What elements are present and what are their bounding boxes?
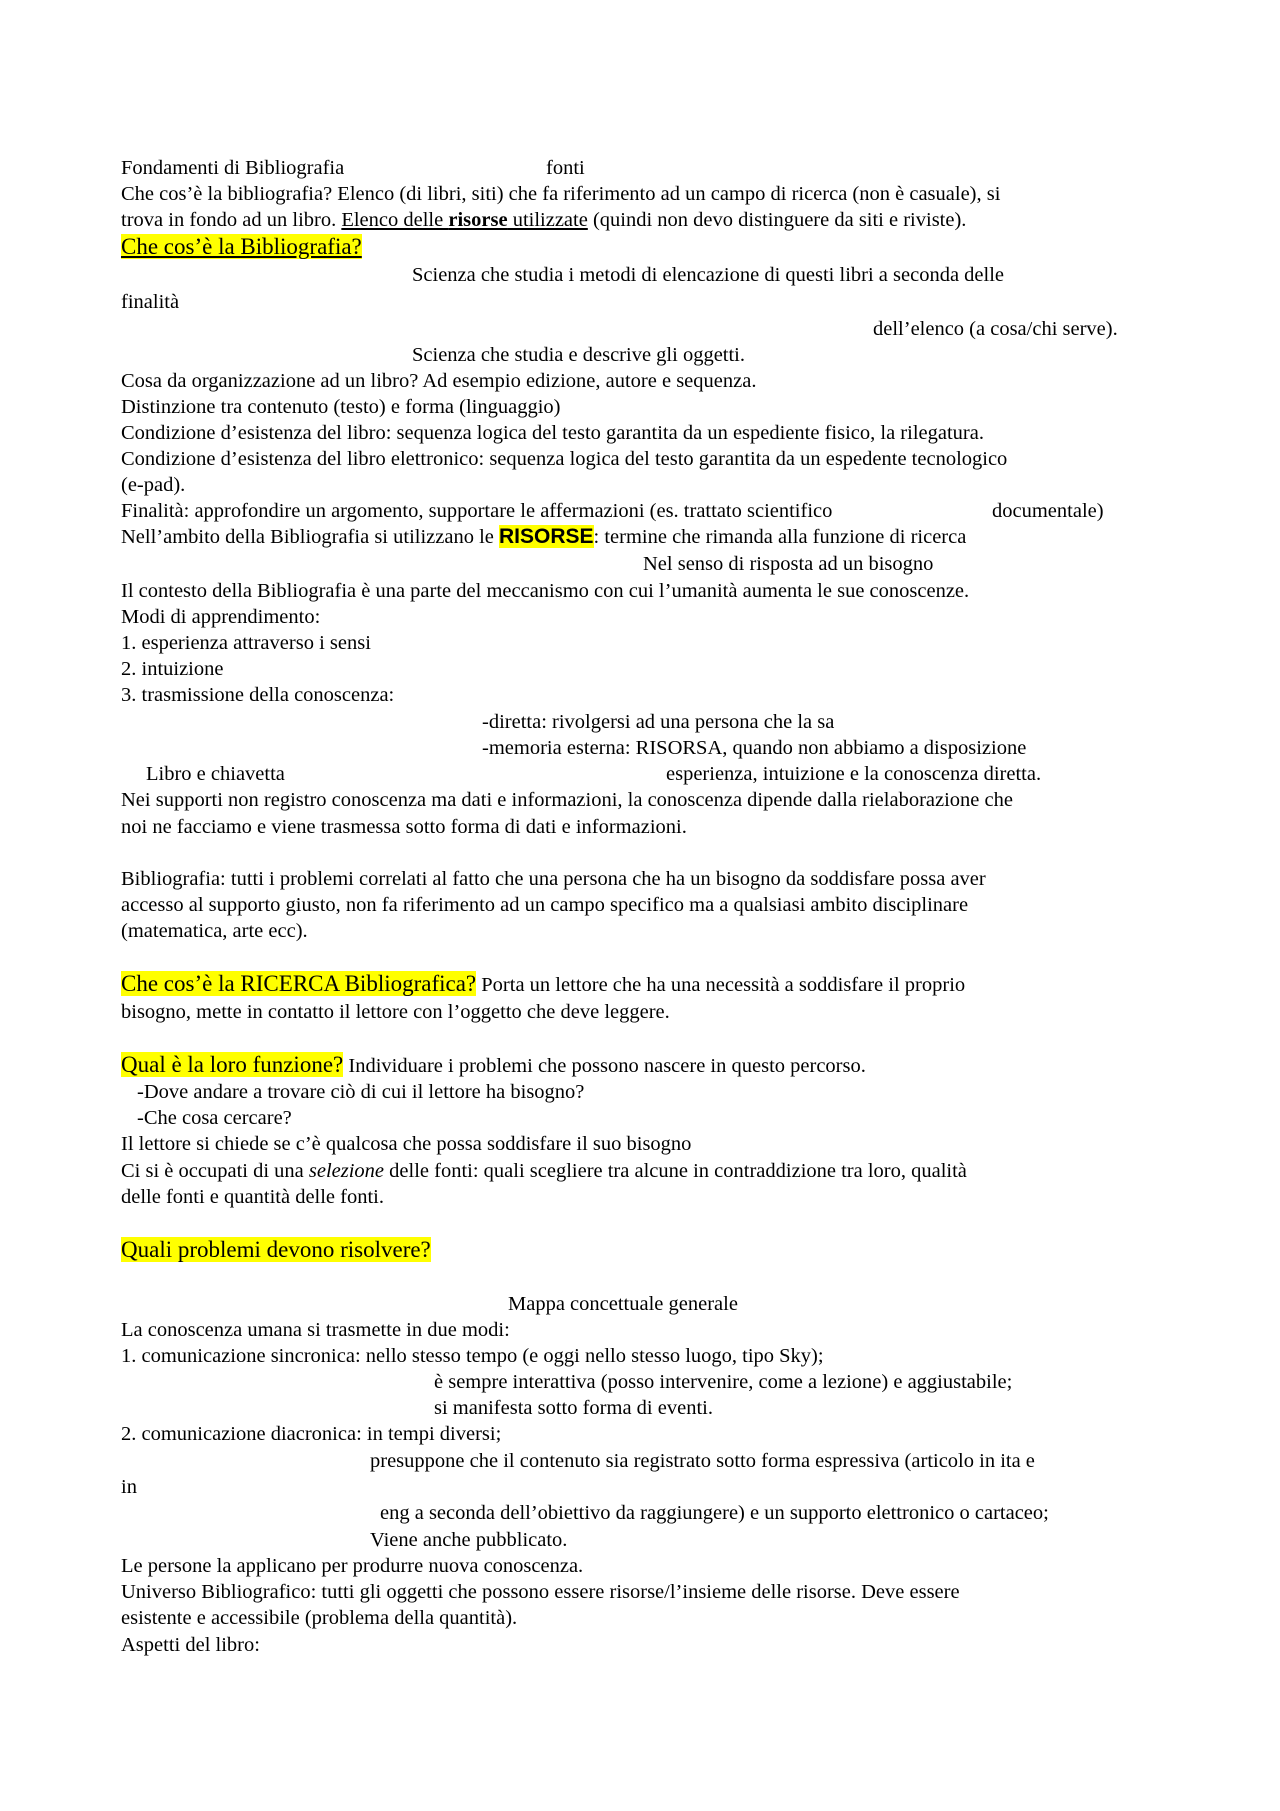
paragraph-line: noi ne facciamo e viene trasmessa sotto forma di dati e informazioni. xyxy=(121,816,687,838)
paragraph-line: La conoscenza umana si trasmette in due modi: xyxy=(121,1319,510,1341)
sub-item: è sempre interattiva (posso intervenire, come a lezione) e aggiustabile; xyxy=(434,1371,1013,1393)
paragraph-line: Nei supporti non registro conoscenza ma dati e informazioni, la conoscenza dipende dalla rielaborazione che xyxy=(121,789,1013,811)
paragraph-line: Cosa da organizzazione ad un libro? Ad esempio edizione, autore e sequenza. xyxy=(121,370,757,392)
paragraph-line: Finalità: approfondire un argomento, supportare le affermazioni (es. trattato scientifico xyxy=(121,500,833,522)
definition-line: Scienza che studia i metodi di elencazione di questi libri a seconda delle xyxy=(412,264,1005,286)
paragraph-line: Il contesto della Bibliografia è una parte del meccanismo con cui l’umanità aumenta le sue conoscenze. xyxy=(121,580,970,602)
list-item: 1. comunicazione sincronica: nello stesso tempo (e oggi nello stesso luogo, tipo Sky); xyxy=(121,1345,824,1367)
doc-title-right: fonti xyxy=(546,157,585,179)
side-note: Libro e chiavetta xyxy=(146,763,285,785)
sub-item: esperienza, intuizione e la conoscenza diretta. xyxy=(666,763,1042,785)
paragraph-line: Universo Bibliografico: tutti gli oggetti che possono essere risorse/l’insieme delle risorse. Deve essere xyxy=(121,1581,960,1603)
bold-word: risorse xyxy=(448,209,508,231)
definition-line: finalità xyxy=(121,291,180,313)
paragraph-line: Le persone la applicano per produrre nuova conoscenza. xyxy=(121,1555,584,1577)
text-span: trova in fondo ad un libro. xyxy=(121,209,342,231)
paragraph-line: (matematica, arte ecc). xyxy=(121,920,308,942)
heading-highlight: Quali problemi devono risolvere? xyxy=(121,1237,431,1262)
sub-item: si manifesta sotto forma di eventi. xyxy=(434,1397,713,1419)
definition-line: Scienza che studia e descrive gli oggetti. xyxy=(412,344,746,366)
doc-title: Fondamenti di Bibliografia xyxy=(121,157,345,179)
paragraph-line: esistente e accessibile (problema della quantità). xyxy=(121,1607,518,1629)
paragraph-line: Bibliografia: tutti i problemi correlati al fatto che una persona che ha un bisogno da soddisfare possa aver xyxy=(121,868,986,890)
question-item: -Che cosa cercare? xyxy=(137,1107,292,1129)
list-item: 1. esperienza attraverso i sensi xyxy=(121,632,371,654)
underlined-phrase: Elenco delle risorse utilizzate xyxy=(341,209,588,231)
definition-line: dell’elenco (a cosa/chi serve). xyxy=(873,318,1118,340)
text-span: (quindi non devo distinguere da siti e riviste). xyxy=(587,209,967,231)
paragraph-line: Nel senso di risposta ad un bisogno xyxy=(643,553,934,575)
list-item: 2. comunicazione diacronica: in tempi diversi; xyxy=(121,1423,502,1445)
list-item: 2. intuizione xyxy=(121,658,224,680)
paragraph-line: Nell’ambito della Bibliografia si utilizzano le RISORSE: termine che rimanda alla funzione di ricerca xyxy=(121,525,967,548)
italic-word: selezione xyxy=(308,1160,385,1182)
paragraph-line: Che cos’è la bibliografia? Elenco (di libri, siti) che fa riferimento ad un campo di ricerca (non è casuale), si xyxy=(121,183,1001,205)
sub-item: eng a seconda dell’obiettivo da raggiungere) e un supporto elettronico o cartaceo; xyxy=(380,1502,1049,1524)
paragraph-line: delle fonti e quantità delle fonti. xyxy=(121,1186,384,1208)
sub-item: -diretta: rivolgersi ad una persona che la sa xyxy=(482,711,835,733)
paragraph-line: Ci si è occupati di una selezione delle fonti: quali scegliere tra alcune in contraddizione tra loro, qualità xyxy=(121,1160,967,1182)
paragraph-line: documentale) xyxy=(992,500,1104,522)
sub-item: in xyxy=(121,1476,137,1498)
heading-highlight: Qual è la loro funzione? xyxy=(121,1052,344,1077)
paragraph-line: accesso al supporto giusto, non fa riferimento ad un campo specifico ma a qualsiasi ambito disciplinare xyxy=(121,894,969,916)
section-title: Mappa concettuale generale xyxy=(508,1293,738,1315)
paragraph-line: Il lettore si chiede se c’è qualcosa che possa soddisfare il suo bisogno xyxy=(121,1133,692,1155)
paragraph-line: Distinzione tra contenuto (testo) e forma (linguaggio) xyxy=(121,396,561,418)
question-item: -Dove andare a trovare ciò di cui il lettore ha bisogno? xyxy=(137,1081,585,1103)
heading-highlight: Che cos’è la Bibliografia? xyxy=(121,234,362,259)
paragraph-line: Condizione d’esistenza del libro elettronico: sequenza logica del testo garantita da un espedente tecnologico xyxy=(121,448,1008,470)
sub-item: Viene anche pubblicato. xyxy=(370,1529,568,1551)
paragraph-line: (e-pad). xyxy=(121,474,186,496)
paragraph-line: Modi di apprendimento: xyxy=(121,606,321,628)
paragraph-line: bisogno, mette in contatto il lettore con l’oggetto che deve leggere. xyxy=(121,1001,670,1023)
paragraph-line: Condizione d’esistenza del libro: sequenza logica del testo garantita da un espediente fisico, la rilegatura. xyxy=(121,422,984,444)
heading-highlight: Che cos’è la RICERCA Bibliografica? xyxy=(121,971,477,996)
list-item: 3. trasmissione della conoscenza: xyxy=(121,684,395,706)
sub-item: -memoria esterna: RISORSA, quando non abbiamo a disposizione xyxy=(482,737,1027,759)
paragraph-line: Che cos’è la RICERCA Bibliografica? Porta un lettore che ha una necessità a soddisfare il proprio xyxy=(121,971,966,996)
paragraph-line: Qual è la loro funzione? Individuare i problemi che possono nascere in questo percorso. xyxy=(121,1052,866,1077)
paragraph-line xyxy=(121,207,966,233)
paragraph-line: Aspetti del libro: xyxy=(121,1634,260,1656)
risorse-keyword: RISORSE xyxy=(499,525,594,548)
sub-item: presuppone che il contenuto sia registrato sotto forma espressiva (articolo in ita e xyxy=(370,1450,1035,1472)
